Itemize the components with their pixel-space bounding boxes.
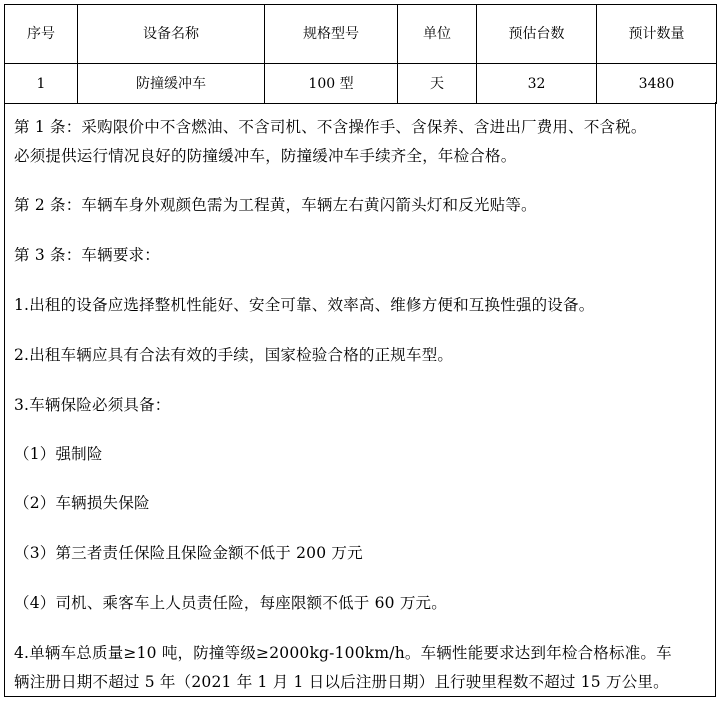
cell-estimated-count: 32 (477, 64, 597, 104)
term-line: 必须提供运行情况良好的防撞缓冲车，防撞缓冲车手续齐全，年检合格。 (14, 147, 517, 165)
cell-unit: 天 (398, 64, 477, 104)
cell-model-spec: 100 型 (265, 64, 398, 104)
header-estimated-quantity: 预计数量 (597, 5, 717, 64)
term-line: 第 3 条：车辆要求： (14, 246, 160, 264)
table-header-row (5, 5, 717, 64)
terms-section (4, 102, 716, 697)
header-serial-number: 序号 (5, 5, 78, 64)
term-line: （4）司机、乘客车上人员责任险，每座限额不低于 60 万元。 (14, 594, 447, 612)
header-model-spec: 规格型号 (265, 5, 398, 64)
term-line: （2）车辆损失保险 (14, 494, 150, 512)
header-equipment-name: 设备名称 (78, 5, 265, 64)
term-line: 2.出租车辆应具有合法有效的手续，国家检验合格的正规车型。 (14, 346, 454, 364)
term-line: 辆注册日期不超过 5 年（2021 年 1 月 1 日以后注册日期）且行驶里程数不超过 15 万公里。 (14, 673, 669, 691)
term-line: （3）第三者责任保险且保险金额不低于 200 万元 (14, 544, 363, 562)
term-line: （1）强制险 (14, 445, 103, 463)
term-line: 第 2 条：车辆车身外观颜色需为工程黄，车辆左右黄闪箭头灯和反光贴等。 (14, 196, 537, 214)
table-row (5, 64, 717, 104)
cell-estimated-quantity: 3480 (597, 64, 717, 104)
cell-serial-number: 1 (5, 64, 78, 104)
equipment-table (4, 4, 717, 104)
term-line: 1.出租的设备应选择整机性能好、安全可靠、效率高、维修方便和互换性强的设备。 (14, 296, 595, 314)
header-estimated-count: 预估台数 (477, 5, 597, 64)
header-unit: 单位 (398, 5, 477, 64)
term-line: 第 1 条：采购限价中不含燃油、不含司机、不含操作手、含保养、含进出厂费用、不含税。 (14, 118, 647, 136)
term-line: 3.车辆保险必须具备： (14, 396, 171, 414)
cell-equipment-name: 防撞缓冲车 (78, 64, 265, 104)
term-line: 4.单辆车总质量≥10 吨，防撞等级≥2000kg-100km/h。车辆性能要求达到年检合格标准。车 (14, 644, 672, 662)
